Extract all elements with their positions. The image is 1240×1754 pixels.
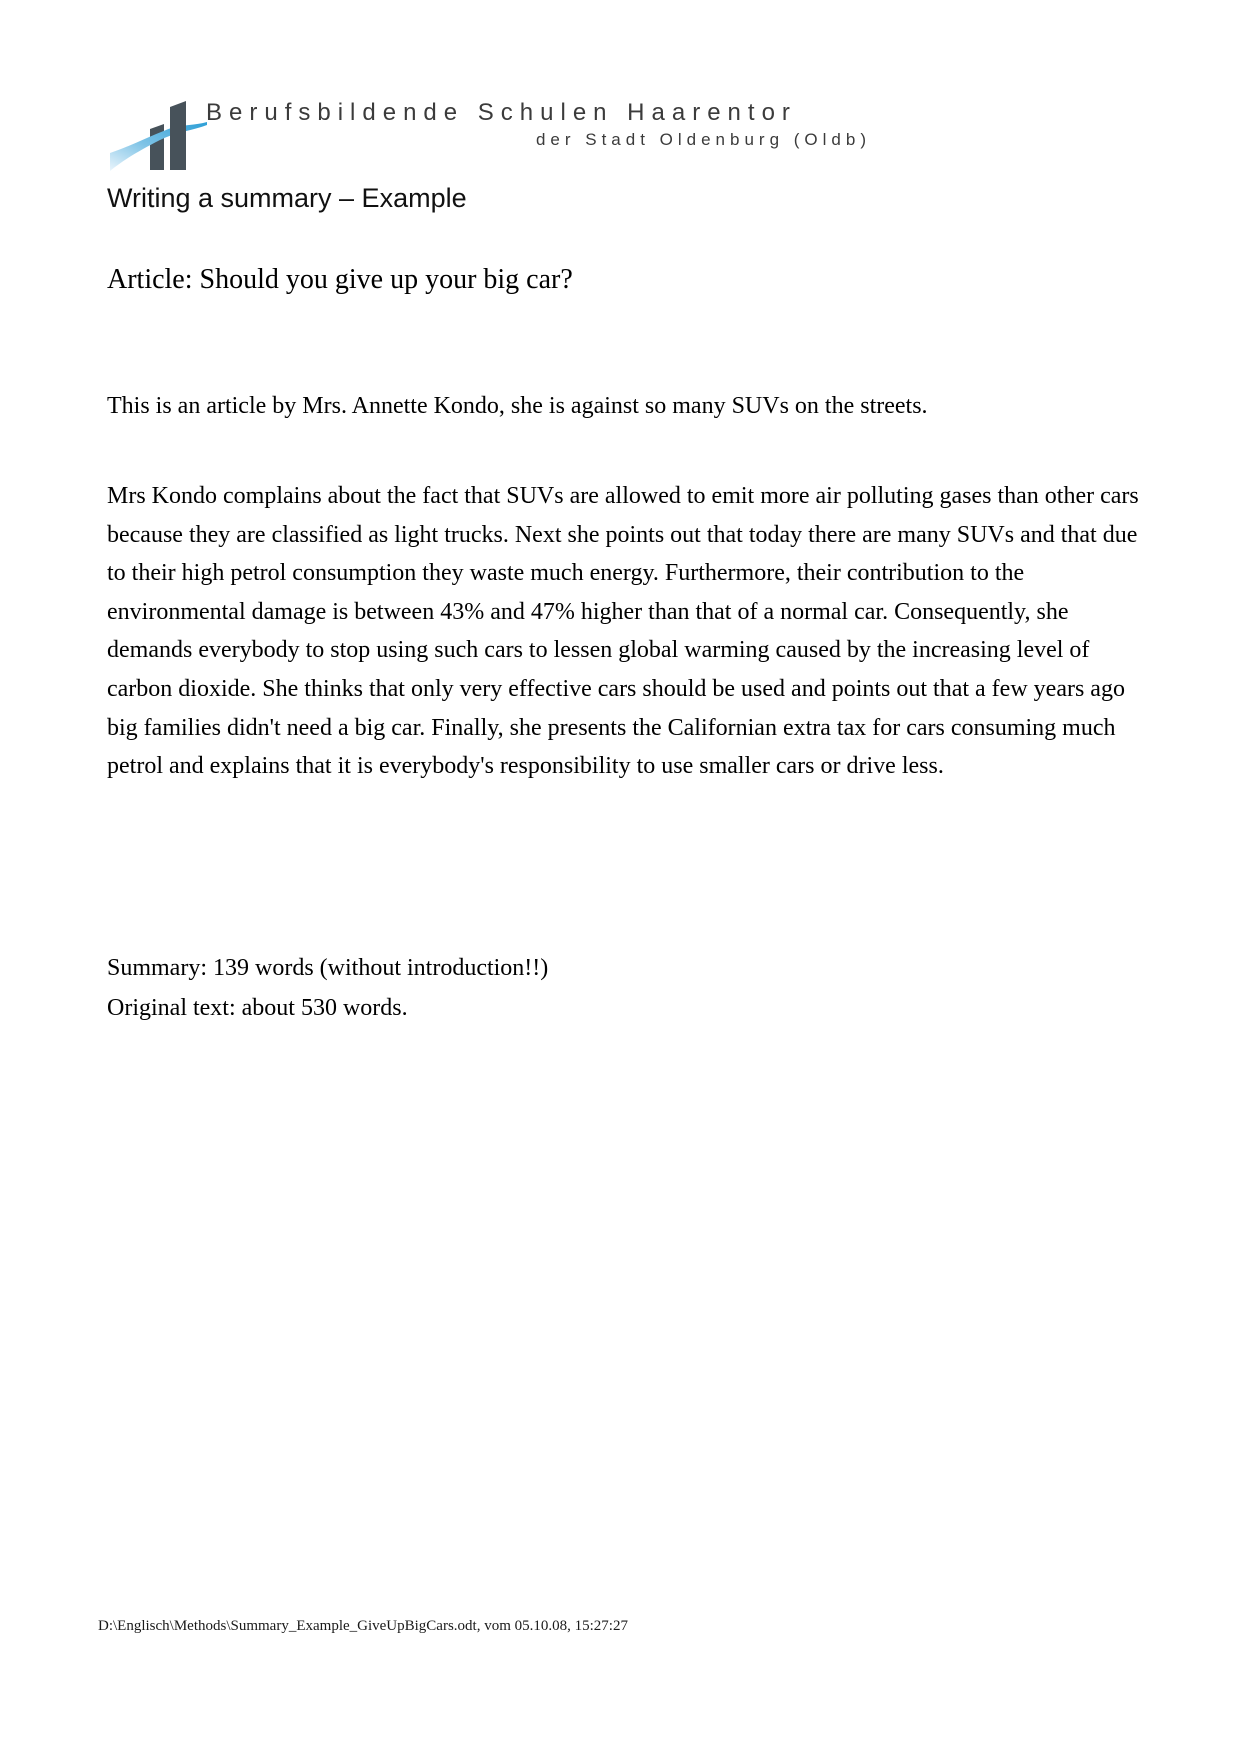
school-name: Berufsbildende Schulen Haarentor	[206, 99, 797, 126]
school-subtitle: der Stadt Oldenburg (Oldb)	[535, 130, 871, 149]
word-counts	[107, 948, 1147, 1028]
logo-left-bar	[150, 124, 164, 170]
letterhead	[108, 92, 888, 182]
file-path-footer: D:\Englisch\Methods\Summary_Example_GiveUpBigCars.odt, vom 05.10.08, 15:27:27	[98, 1618, 628, 1634]
page-title: Writing a summary – Example	[107, 183, 467, 213]
logo-right-bar	[170, 101, 186, 170]
school-logo-icon	[108, 96, 210, 174]
introduction-text: This is an article by Mrs. Annette Kondo, she is against so many SUVs on the streets.	[107, 393, 928, 419]
letterhead-text	[206, 98, 871, 152]
summary-paragraph: Mrs Kondo complains about the fact that SUVs are allowed to emit more air polluting gases than other cars because they are classified as light trucks. Next she points out that today there are many SUVs and that due to their high petrol consumption they waste much energy. Furthermore, their contribution to the environmental damage is between 43% and 47% higher than that of a normal car. Consequently, she demands everybody to stop using such cars to lessen global warming caused by the increasing level of carbon dioxide. She thinks that only very effective cars should be used and points out that a few years ago big families didn't need a big car. Finally, she presents the Californian extra tax for cars consuming much petrol and explains that it is everybody's responsibility to use smaller cars or drive less.	[107, 483, 1139, 780]
summary-word-count: Summary: 139 words (without introduction!!)	[107, 955, 549, 981]
article-heading: Article: Should you give up your big car?	[107, 264, 573, 295]
original-word-count: Original text: about 530 words.	[107, 995, 408, 1021]
